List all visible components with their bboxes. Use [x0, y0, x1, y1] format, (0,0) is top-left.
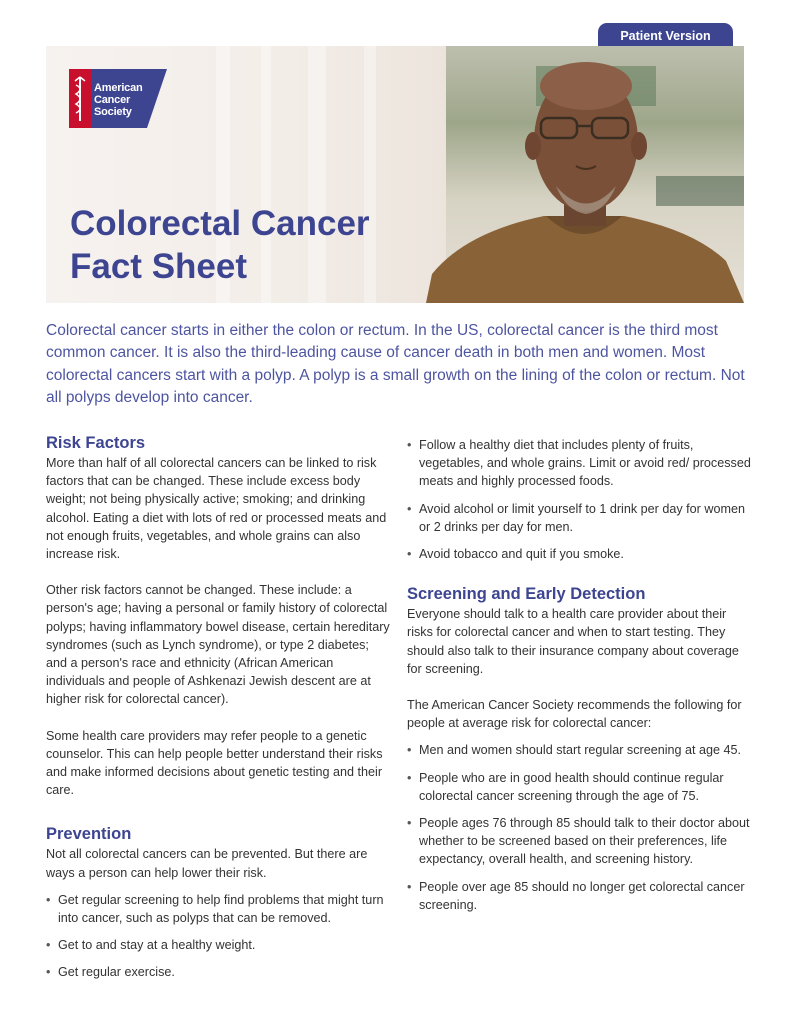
acs-logo-text: American Cancer Society — [94, 82, 143, 118]
risk-factors-heading: Risk Factors — [46, 434, 146, 452]
title-line-1: Colorectal Cancer — [70, 204, 370, 243]
right-column — [407, 436, 752, 914]
patient-version-tab: Patient Version — [598, 23, 733, 47]
risk-factors-paragraph-3: Some health care providers may refer people to a genetic counselor. This can help people better understand their risks and make informed decisions about genetic testing and their care. — [46, 728, 383, 798]
screening-list — [407, 741, 752, 914]
list-item: • Follow a healthy diet that includes plenty of fruits, vegetables, and whole grains. Limit or avoid red/ processed meats and highly processed foods. — [407, 436, 752, 491]
screening-heading: Screening and Early Detection — [407, 585, 646, 604]
prevention-list — [46, 891, 391, 982]
screening-paragraph-2: The American Cancer Society recommends the following for people at average risk for colorectal cancer: — [407, 698, 742, 731]
list-item: • Get regular exercise. — [46, 963, 391, 981]
left-column — [46, 432, 391, 982]
intro-paragraph: Colorectal cancer starts in either the colon or rectum. In the US, colorectal cancer is the third most common cancer. It is also the third-leading cause of cancer death in both men and women. Most colorectal cancers start with a polyp. A polyp is a small growth on the lining of the colon or rectum. Not all polyps develop into cancer. — [46, 322, 745, 406]
title-line-2: Fact Sheet — [70, 247, 247, 286]
prevention-list-continued — [407, 436, 752, 563]
screening-paragraph-1: Everyone should talk to a health care provider about their risks for colorectal cancer and when to start testing. They should also talk to their insurance company about coverage for screening. — [407, 607, 739, 676]
page-title — [70, 202, 370, 288]
risk-factors-paragraph-1: More than half of all colorectal cancers can be linked to risk factors that can be changed. These include excess body weight; not being physically active; smoking; and drinking alcohol. Eating a diet with lots of red or processed meats and not enough fruits, vegetables, and whole grains can also increase risk. — [46, 456, 387, 562]
list-item: • Get to and stay at a healthy weight. — [46, 936, 391, 954]
list-item: • Avoid alcohol or limit yourself to 1 drink per day for women or 2 drinks per day for men. — [407, 500, 752, 536]
prevention-intro: Not all colorectal cancers can be prevented. But there are ways a person can help lower their risk. — [46, 847, 368, 880]
list-item: • People ages 76 through 85 should talk to their doctor about whether to be screened based on their preferences, life expectancy, overall health, and screening history. — [407, 814, 752, 869]
man-with-glasses-photo — [426, 46, 744, 303]
list-item: • Men and women should start regular screening at age 45. — [407, 741, 752, 759]
risk-factors-paragraph-2: Other risk factors cannot be changed. These include: a person's age; having a personal or family history of colorectal polyps; having inflammatory bowel disease, certain hereditary syndromes (such as Lynch syndrome), or type 2 diabetes; and a person's race and ethnicity (African American individuals and people of Ashkenazi Jewish descent are at higher risk for colorectal cancer). — [46, 583, 390, 707]
list-item: • People over age 85 should no longer get colorectal cancer screening. — [407, 878, 752, 914]
hero-banner — [46, 46, 744, 303]
list-item: • Avoid tobacco and quit if you smoke. — [407, 545, 752, 563]
list-item: • Get regular screening to help find problems that might turn into cancer, such as polyps that can be removed. — [46, 891, 391, 927]
list-item: • People who are in good health should continue regular colorectal cancer screening through the age of 75. — [407, 769, 752, 805]
prevention-heading: Prevention — [46, 825, 132, 844]
